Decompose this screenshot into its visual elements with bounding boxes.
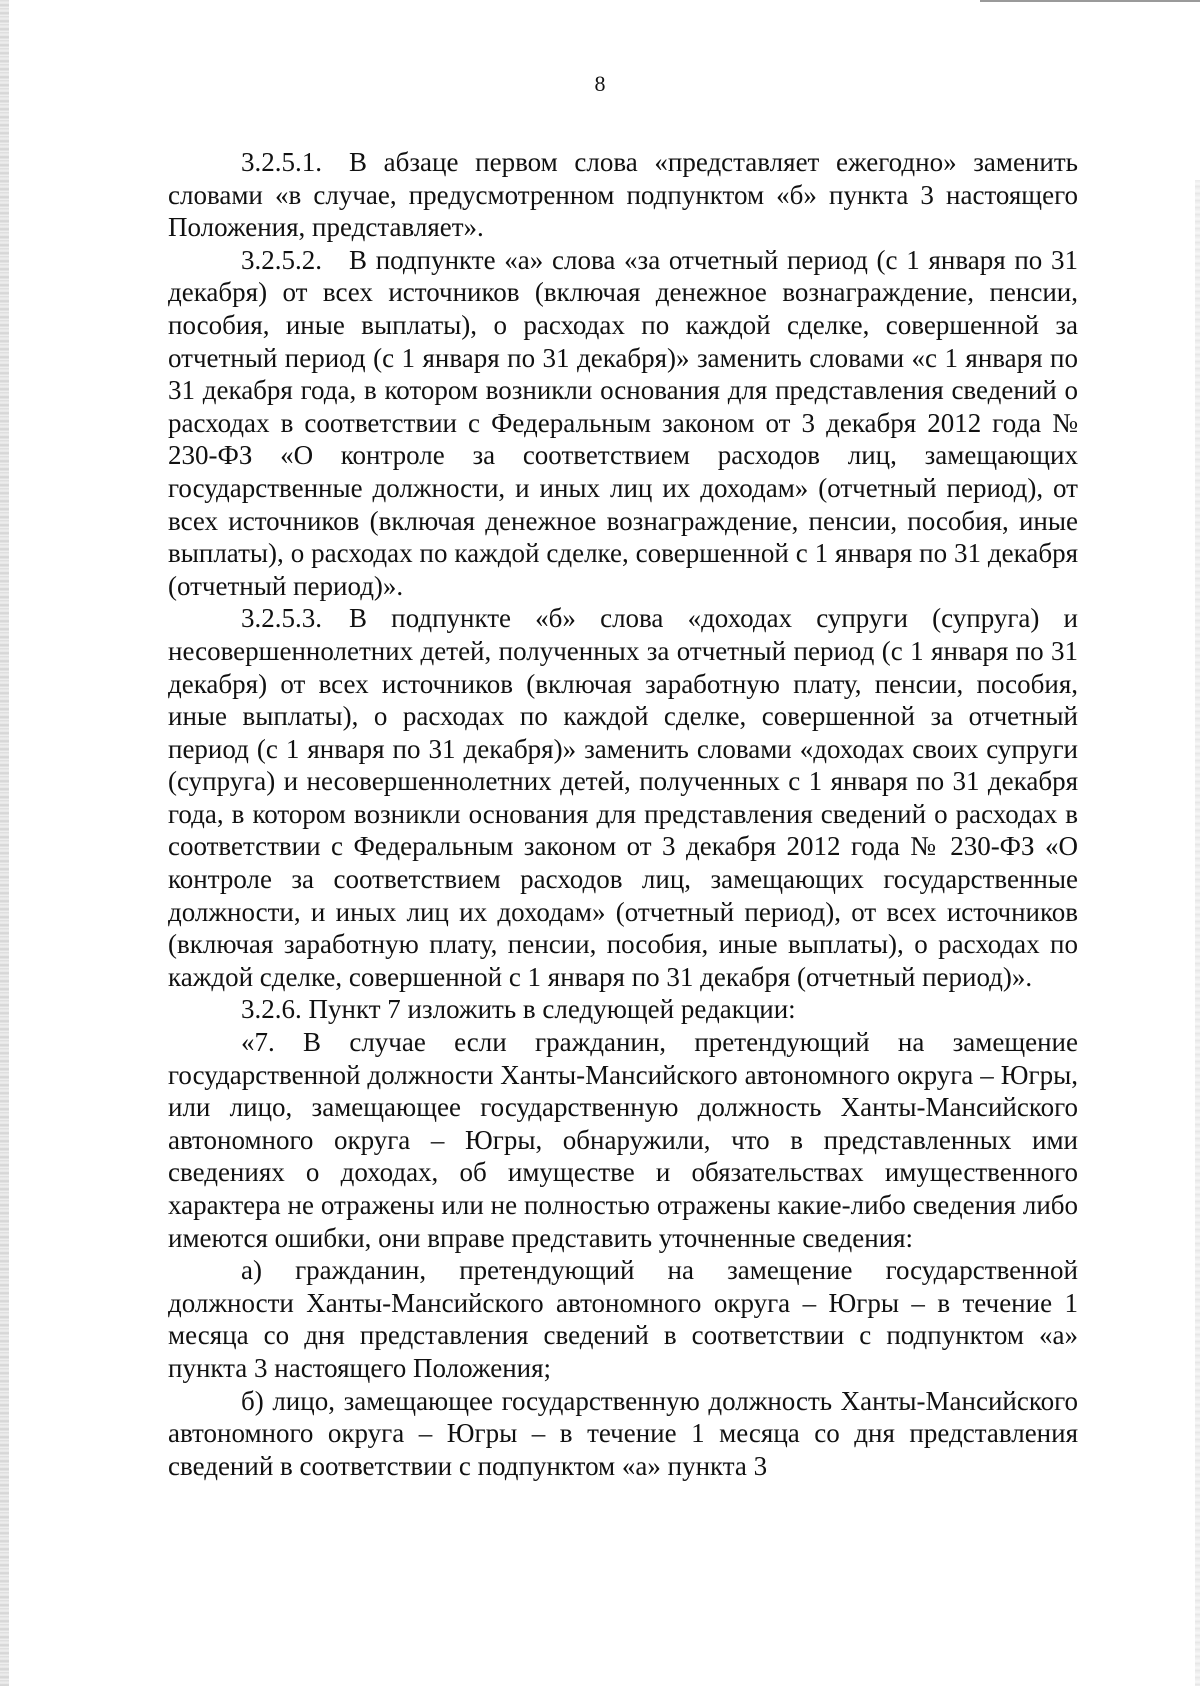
- paragraph-3-2-6: 3.2.6. Пункт 7 изложить в следующей редакции:: [241, 994, 796, 1025]
- scan-edge-left: [0, 0, 9, 1686]
- scan-top-line: [980, 0, 1200, 2]
- paragraph-3-2-5-3: 3.2.5.3. В подпункте «б» слова «доходах супруги (супруга) и несовершеннолетних детей, полученных за отчетный период (с 1 января по 31 декабря) от всех источников (включая заработную плату, пенсии, пособия, иные выплаты), о расходах по каждой сделке, совершенной за отчетный период (с 1 января по 31 декабря)» заменить словами «доходах своих супруги (супруга) и несовершеннолетних детей, полученных с 1 января по 31 декабря года, в котором возникли основания для представления сведений о расходах в соответствии с Федеральным законом от 3 декабря 2012 года № 230-ФЗ «О контроле за соответствием расходов лиц, замещающих государственные должности, и иных лиц их доходам» (отчетный период), от всех источников (включая заработную плату, пенсии, пособия, иные выплаты), о расходах по каждой сделке, совершенной с 1 января по 31 декабря (отчетный период)».: [168, 603, 1078, 992]
- page-number: 8: [594, 71, 606, 96]
- paragraph-item-7: «7. В случае если гражданин, претендующий на замещение государственной должности Ханты-Мансийского автономного округа – Югры, или лицо, замещающее государственную должность Ханты-Мансийского автономного округа – Югры, обнаружили, что в представленных ими сведениях о доходах, об имуществе и обязательствах имущественного характера не отражены или не полностью отражены какие-либо сведения либо имеются ошибки, они вправе представить уточненные сведения:: [168, 1027, 1078, 1253]
- paragraph-subitem-b: б) лицо, замещающее государственную должность Ханты-Мансийского автономного округа – Югры – в течение 1 месяца со дня представления сведений в соответствии с подпунктом «а» пункта 3: [168, 1385, 1078, 1481]
- paragraph-3-2-5-2: 3.2.5.2. В подпункте «а» слова «за отчетный период (с 1 января по 31 декабря) от всех источников (включая денежное вознаграждение, пенсии, пособия, иные выплаты), о расходах по каждой сделке, совершенной за отчетный период (с 1 января по 31 декабря)» заменить словами «с 1 января по 31 декабря года, в котором возникли основания для представления сведений о расходах в соответствии с Федеральным законом от 3 декабря 2012 года № 230-ФЗ «О контроле за соответствием расходов лиц, замещающих государственные должности, и иных лиц их доходам» (отчетный период), от всех источников (включая денежное вознаграждение, пенсии, пособия, иные выплаты), о расходах по каждой сделке, совершенной с 1 января по 31 декабря (отчетный период)».: [168, 244, 1078, 601]
- paragraph-subitem-a: а) гражданин, претендующий на замещение государственной должности Ханты-Мансийского автономного округа – Югры – в течение 1 месяца со дня представления сведений в соответствии с подпунктом «а» пункта 3 настоящего Положения;: [168, 1255, 1078, 1383]
- document-body: [168, 146, 1078, 1482]
- scan-edge-right: [1195, 180, 1200, 1686]
- paragraph-3-2-5-1: 3.2.5.1. В абзаце первом слова «представляет ежегодно» заменить словами «в случае, предусмотренном подпунктом «б» пункта 3 настоящего Положения, представляет».: [168, 147, 1078, 243]
